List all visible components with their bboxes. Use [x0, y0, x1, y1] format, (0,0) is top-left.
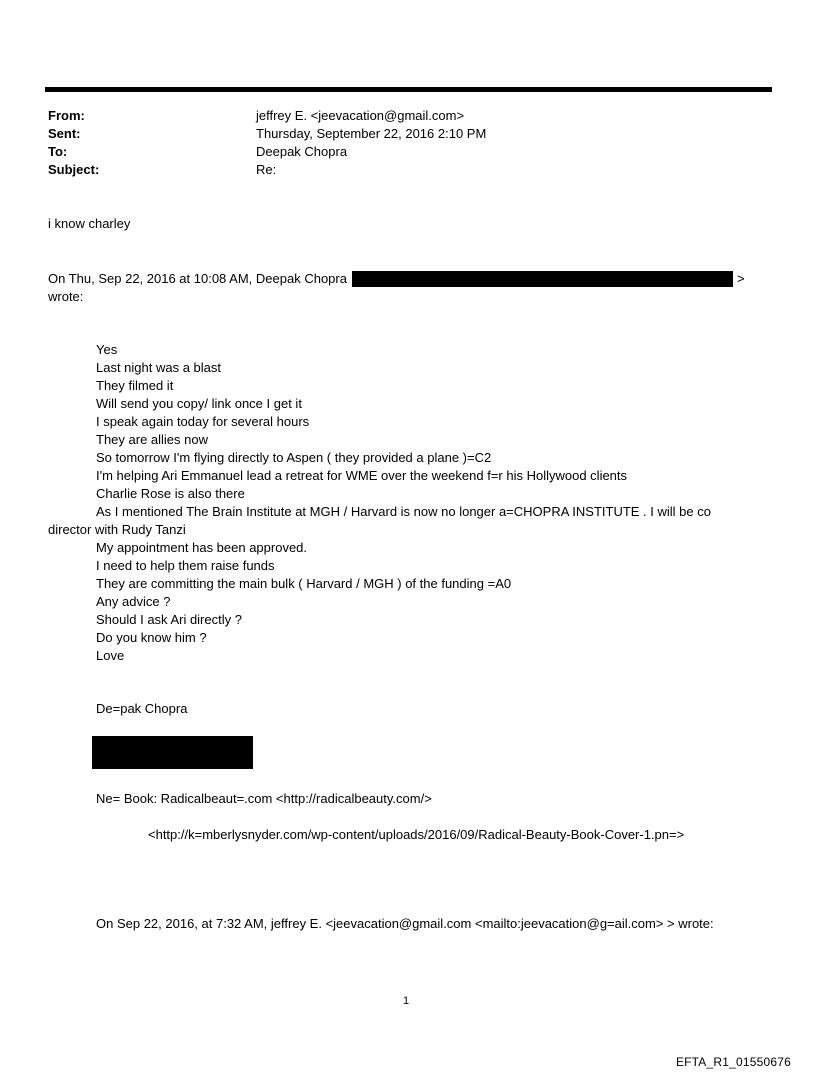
quoted-line: Last night was a blast — [96, 360, 222, 375]
quoted-line: Will send you copy/ link once I get it — [96, 396, 302, 411]
quoted-line: So tomorrow I'm flying directly to Aspen ( they provided a plane )=C2 — [96, 450, 492, 465]
quote-intro-line1: On Thu, Sep 22, 2016 at 10:08 AM, Deepak Chopra — [48, 271, 347, 286]
subject-label: Subject: — [48, 162, 100, 177]
quoted-line: I speak again today for several hours — [96, 414, 310, 429]
page-number: 1 — [403, 995, 410, 1007]
sent-value: Thursday, September 22, 2016 2:10 PM — [256, 126, 487, 141]
quoted-line: Do you know him ? — [96, 630, 207, 645]
quoted-line: Yes — [96, 342, 118, 357]
header-divider — [45, 87, 772, 92]
signature-name: De=pak Chopra — [96, 701, 188, 716]
quoted-line: Should I ask Ari directly ? — [96, 612, 242, 627]
from-label: From: — [48, 108, 85, 123]
to-label: To: — [48, 144, 68, 159]
quoted-line: They are allies now — [96, 432, 208, 447]
book-image-link[interactable]: <http://k=mberlysnyder.com/wp-content/uploads/2016/09/Radical-Beauty-Book-Cover-1.pn=> — [148, 827, 685, 842]
quoted-line: Love — [96, 648, 125, 663]
quote-intro-end: > — [737, 271, 745, 286]
quoted-line: Charlie Rose is also there — [96, 486, 245, 501]
quoted-line: As I mentioned The Brain Institute at MGH / Harvard is now no longer a=CHOPRA INSTITUTE . I will be co — [96, 504, 711, 519]
quoted-line: My appointment has been approved. — [96, 540, 308, 555]
quoted-line: I'm helping Ari Emmanuel lead a retreat for WME over the weekend f=r his Hollywood clients — [96, 468, 628, 483]
quote-intro-line2: wrote: — [48, 289, 84, 304]
to-value: Deepak Chopra — [256, 144, 348, 159]
document-id: EFTA_R1_01550676 — [675, 1055, 791, 1069]
subject-value: Re: — [256, 162, 277, 177]
book-line: Ne= Book: Radicalbeaut=.com <http://radicalbeauty.com/> — [96, 791, 432, 806]
reply-body: i know charley — [48, 216, 131, 231]
earlier-quote-intro: On Sep 22, 2016, at 7:32 AM, jeffrey E. <jeevacation@gmail.com <mailto:jeevacation@g=ail.com> > wrote: — [96, 916, 714, 931]
quoted-line: Any advice ? — [96, 594, 171, 609]
from-value: jeffrey E. <jeevacation@gmail.com> — [256, 108, 465, 123]
quoted-wrap-line: director with Rudy Tanzi — [48, 522, 186, 537]
sent-label: Sent: — [48, 126, 81, 141]
quoted-line: They filmed it — [96, 378, 174, 393]
redaction-signature-block — [92, 736, 253, 769]
redaction-email — [352, 271, 733, 287]
quoted-line: I need to help them raise funds — [96, 558, 275, 573]
quoted-line: They are committing the main bulk ( Harvard / MGH ) of the funding =A0 — [96, 576, 512, 591]
